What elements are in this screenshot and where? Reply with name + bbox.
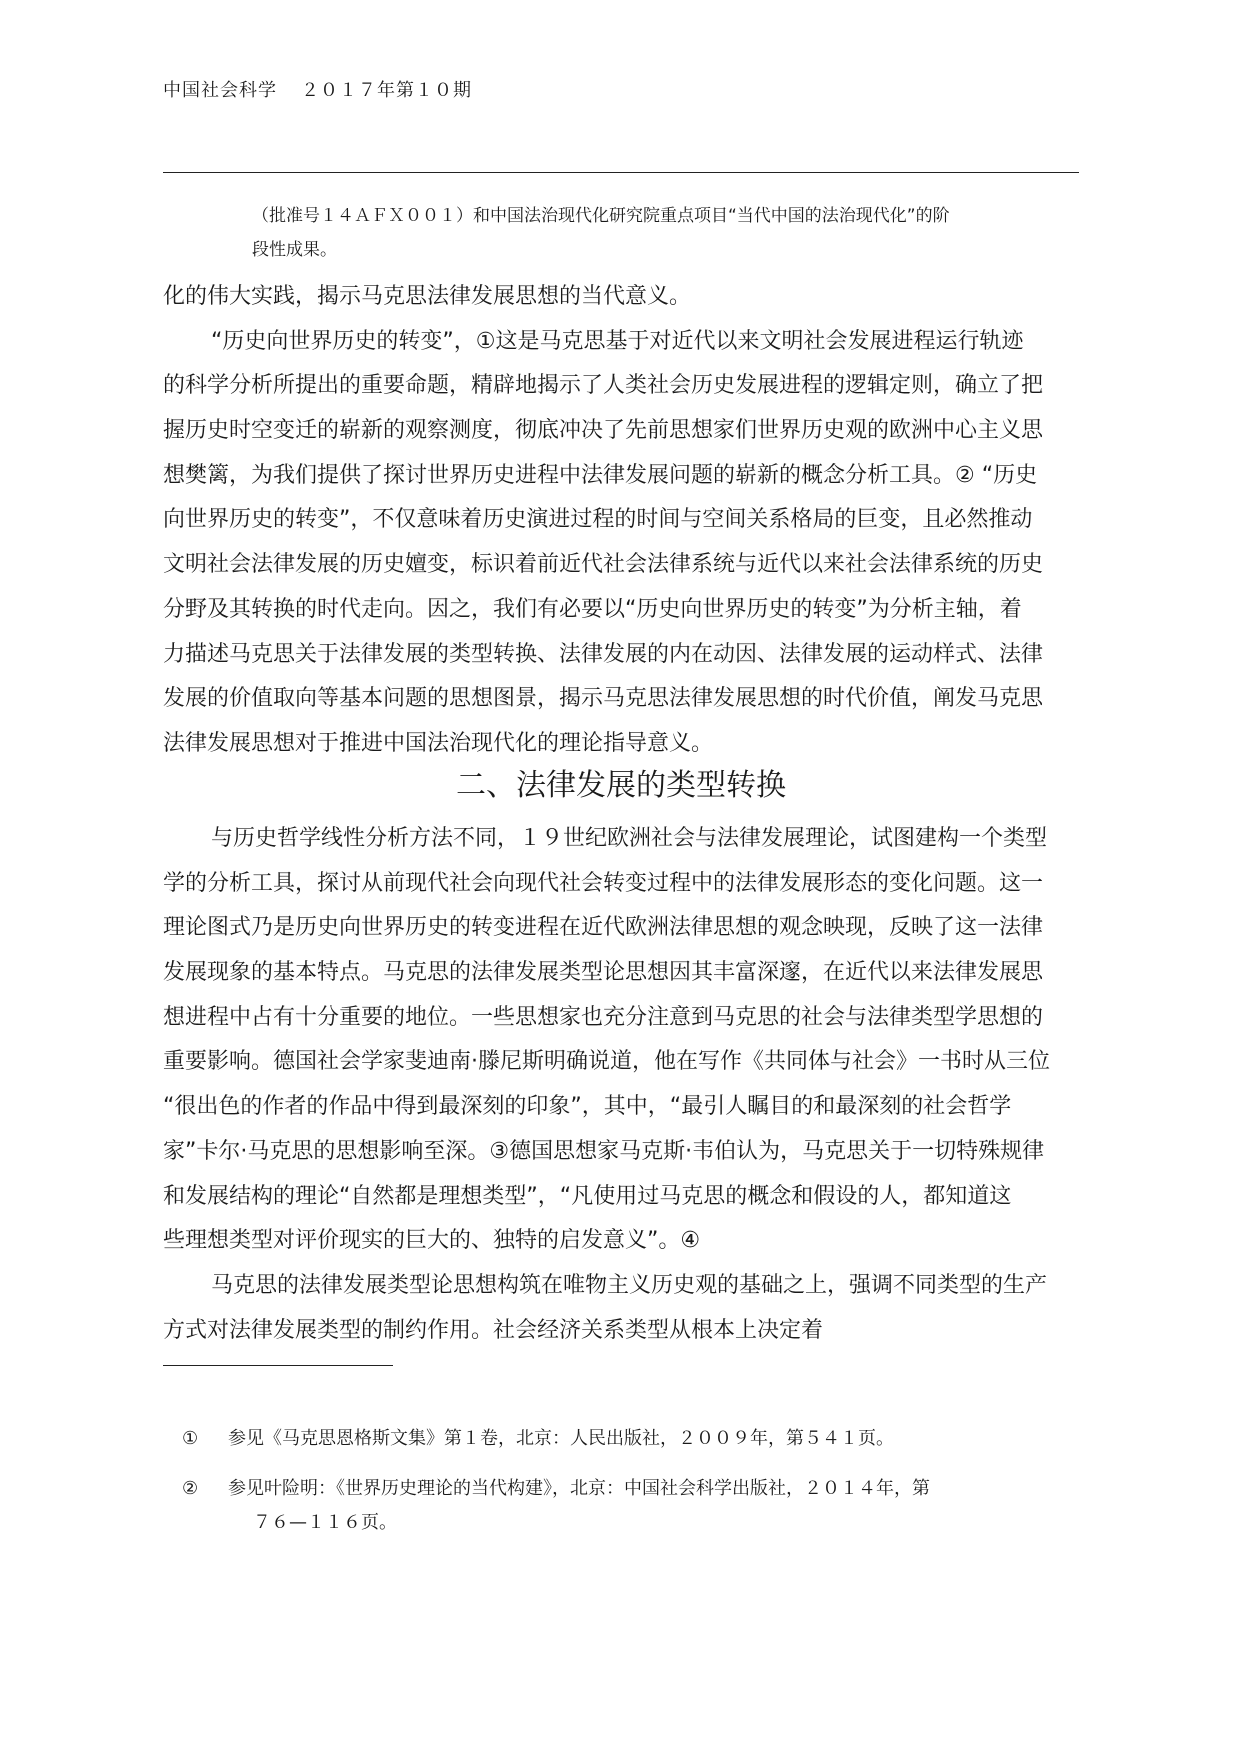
footnote-text-continued: ７６—１１６页。 [253,1512,397,1533]
body-line: 发展现象的基本特点。马克思的法律发展类型论思想因其丰富深邃，在近代以来法律发展思 [163,960,1044,986]
footnote-2 [182,1472,1062,1540]
body-line: 重要影响。德国社会学家斐迪南·滕尼斯明确说道，他在写作《共同体与社会》一书时从三位 [163,1049,1050,1075]
footnote-text: 参见叶险明：《世界历史理论的当代构建》，北京：中国社会科学出版社，２０１４年，第 [228,1478,930,1499]
footnote-marker: ② [182,1478,199,1499]
footnote-marker: ① [182,1428,199,1449]
paragraph-start-line: 马克思的法律发展类型论思想构筑在唯物主义历史观的基础之上，强调不同类型的生产 [211,1272,1048,1298]
body-line: 发展的价值取向等基本问题的思想图景，揭示马克思法律发展思想的时代价值，阐发马克思 [163,686,1044,712]
body-line: “很出色的作者的作品中得到最深刻的印象”，其中，“最引人瞩目的和最深刻的社会哲学 [163,1094,1012,1120]
body-block-2 [163,817,1079,1353]
funding-note-line: （批准号１４ＡＦＸ００１）和中国法治现代化研究院重点项目“当代中国的法治现代化”的阶 [252,206,950,226]
body-line: 文明社会法律发展的历史嬗变，标识着前近代社会法律系统与近代以来社会法律系统的历史 [163,552,1044,578]
footnote-divider [163,1365,393,1366]
funding-note [252,199,1079,267]
body-line: 家”卡尔·马克思的思想影响至深。③德国思想家马克斯·韦伯认为，马克思关于一切特殊规律 [163,1138,1045,1164]
paragraph-start-line: 与历史哲学线性分析方法不同，１９世纪欧洲社会与法律发展理论，试图建构一个类型 [211,826,1048,851]
body-line: 和发展结构的理论“自然都是理想类型”，“凡使用过马克思的概念和假设的人，都知道这 [163,1183,1012,1209]
header-divider [163,172,1079,173]
running-head [163,76,472,102]
body-line: 想樊篱，为我们提供了探讨世界历史进程中法律发展问题的崭新的概念分析工具。② “历史 [163,462,1038,488]
body-line: 化的伟大实践，揭示马克思法律发展思想的当代意义。 [163,284,692,309]
funding-note-line: 段性成果。 [252,240,337,260]
body-line: 学的分析工具，探讨从前现代社会向现代社会转变过程中的法律发展形态的变化问题。这一 [163,870,1044,896]
body-line: 的科学分析所提出的重要命题，精辟地揭示了人类社会历史发展进程的逻辑定则，确立了把 [163,373,1044,399]
journal-name: 中国社会科学 [163,80,277,101]
footnotes [182,1422,1062,1556]
paragraph-start-line: “历史向世界历史的转变”，①这是马克思基于对近代以来文明社会发展进程运行轨迹 [211,328,1024,354]
body-line: 分野及其转换的时代走向。因之，我们有必要以“历史向世界历史的转变”为分析主轴，着 [163,596,1022,622]
body-line: 理论图式乃是历史向世界历史的转变进程在近代欧洲法律思想的观念映现，反映了这一法律 [163,915,1044,941]
body-line: 向世界历史的转变”，不仅意味着历史演进过程的时间与空间关系格局的巨变，且必然推动 [163,507,1033,533]
body-line: 些理想类型对评价现实的巨大的、独特的启发意义”。④ [163,1228,701,1254]
body-block-1 [163,275,1079,767]
section-heading: 二、法律发展的类型转换 [456,768,786,803]
body-line: 想进程中占有十分重要的地位。一些思想家也充分注意到马克思的社会与法律类型学思想的 [163,1004,1044,1030]
footnote-1 [182,1422,1062,1456]
issue-number: ２０１７年第１０期 [301,80,472,101]
body-line: 法律发展思想对于推进中国法治现代化的理论指导意义。 [163,730,714,756]
footnote-text: 参见《马克思恩格斯文集》第１卷，北京：人民出版社，２００９年，第５４１页。 [228,1428,894,1449]
body-line: 握历史时空变迁的崭新的观察测度，彻底冲决了先前思想家们世界历史观的欧洲中心主义思 [163,418,1044,444]
body-line: 方式对法律发展类型的制约作用。社会经济关系类型从根本上决定着 [163,1317,824,1343]
body-line: 力描述马克思关于法律发展的类型转换、法律发展的内在动因、法律发展的运动样式、法律 [163,641,1044,667]
